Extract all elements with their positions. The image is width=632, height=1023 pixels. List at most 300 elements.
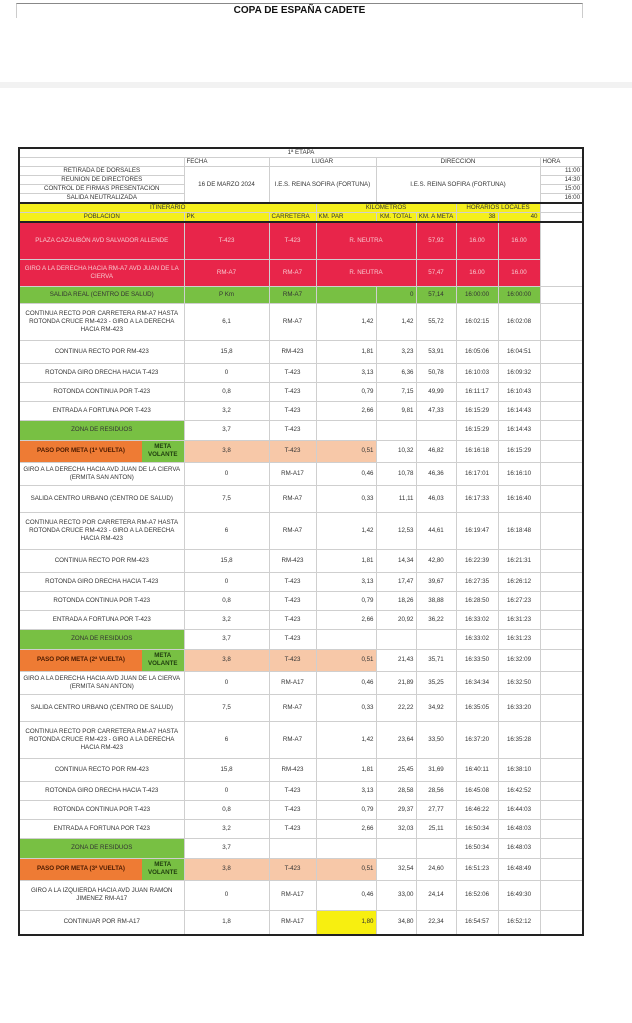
time-38-cell: 16:35:05	[456, 694, 498, 721]
time-38-cell: 16:16:18	[456, 440, 498, 462]
pk-cell: 0	[184, 572, 269, 591]
time-40-cell: 16.00	[498, 222, 540, 259]
time-38-cell: 16:00:00	[456, 286, 498, 303]
km-par-cell: 0,33	[316, 694, 376, 721]
time-38-cell: 16:11:17	[456, 382, 498, 401]
km-meta-cell	[416, 838, 456, 858]
time-38-cell: 16:15:29	[456, 420, 498, 440]
carretera-cell: T-423	[269, 363, 316, 382]
poblacion-cell: CONTINUA RECTO POR CARRETERA RM-A7 HASTA ROTONDA CRUCE RM-423 - GIRO A LA DERECHA HACIA RM-423	[19, 303, 184, 340]
poblacion-cell: CONTINUA RECTO POR CARRETERA RM-A7 HASTA ROTONDA CRUCE RM-423 - GIRO A LA DERECHA HACIA RM-423	[19, 512, 184, 549]
carretera-cell: T-423	[269, 800, 316, 819]
time-38-cell: 16:22:39	[456, 549, 498, 572]
itinerary-row-meta	[19, 649, 583, 671]
time-38-cell: 16:46:22	[456, 800, 498, 819]
poblacion-cell: ROTONDA CONTINUA POR T-423	[19, 382, 184, 401]
km-par-cell: 1,42	[316, 303, 376, 340]
time-40-cell: 16:42:52	[498, 781, 540, 800]
km-par-cell: R. NEUTRA	[316, 259, 416, 286]
time-38-cell: 16:33:02	[456, 610, 498, 629]
pk-cell: 0	[184, 363, 269, 382]
pk-cell: 3,8	[184, 440, 269, 462]
poblacion-cell: ROTONDA CONTINUA POR T-423	[19, 800, 184, 819]
meta-cell	[19, 858, 184, 880]
poblacion-cell: GIRO A LA DERECHA HACIA RM-A7 AVD JUAN DE LA CIERVA	[19, 259, 184, 286]
time-40-cell: 16:27:23	[498, 591, 540, 610]
pk-cell: 3,2	[184, 610, 269, 629]
time-38-cell: 16:17:01	[456, 462, 498, 485]
time-40-cell: 16:38:10	[498, 758, 540, 781]
km-meta-cell: 53,91	[416, 340, 456, 363]
time-40-cell: 16:26:12	[498, 572, 540, 591]
time-38-cell: 16:52:06	[456, 880, 498, 910]
km-total-cell: 12,53	[376, 512, 416, 549]
km-par-cell: 0,51	[316, 440, 376, 462]
km-par-cell: 1,81	[316, 340, 376, 363]
km-par-cell: 2,66	[316, 610, 376, 629]
itinerary-row-waste	[19, 420, 583, 440]
km-par-header: KM. PAR	[316, 213, 376, 223]
poblacion-cell: CONTINUA RECTO POR RM-423	[19, 758, 184, 781]
stage-label: 1ª ETAPA	[19, 148, 583, 158]
pk-cell: 0,8	[184, 382, 269, 401]
km-total-cell: 20,92	[376, 610, 416, 629]
time-40-cell: 16:48:49	[498, 858, 540, 880]
itinerary-row-normal	[19, 572, 583, 591]
time-40-cell: 16:18:48	[498, 512, 540, 549]
km-total-cell: 7,15	[376, 382, 416, 401]
carretera-cell: RM-423	[269, 340, 316, 363]
km-meta-cell: 38,88	[416, 591, 456, 610]
time-40-cell: 16:31:23	[498, 610, 540, 629]
km-par-cell: 1,42	[316, 721, 376, 758]
carretera-cell: RM-A17	[269, 671, 316, 694]
pk-cell: 6	[184, 512, 269, 549]
carretera-header: CARRETERA	[269, 213, 316, 223]
time-38-cell: 16:17:33	[456, 485, 498, 512]
km-meta-cell: 47,33	[416, 401, 456, 420]
time-40-cell: 16:52:12	[498, 910, 540, 935]
time-40-cell: 16:48:03	[498, 838, 540, 858]
time-40-cell: 16:49:30	[498, 880, 540, 910]
paso-meta-label: PASO POR META (1ª VUELTA)	[20, 441, 142, 462]
carretera-cell: RM-A17	[269, 910, 316, 935]
km-total-cell	[376, 629, 416, 649]
time-38-cell: 16:10:03	[456, 363, 498, 382]
carretera-cell: T-423	[269, 781, 316, 800]
km-meta-cell: 57,14	[416, 286, 456, 303]
km-meta-cell: 50,78	[416, 363, 456, 382]
km-meta-cell: 33,50	[416, 721, 456, 758]
time-40-cell: 16:16:40	[498, 485, 540, 512]
pk-cell: 3,7	[184, 838, 269, 858]
time-38-cell: 16.00	[456, 222, 498, 259]
itinerary-row-normal	[19, 303, 583, 340]
time-40-cell: 16:10:43	[498, 382, 540, 401]
time-38-cell: 16:27:35	[456, 572, 498, 591]
itinerary-row-neutral	[19, 222, 583, 259]
time-40-cell: 16:14:43	[498, 401, 540, 420]
carretera-cell: T-423	[269, 649, 316, 671]
km-par-cell: 0,33	[316, 485, 376, 512]
itinerary-row-meta	[19, 440, 583, 462]
poblacion-cell: GIRO A LA DERECHA HACIA AVD JUAN DE LA CIERVA (ERMITA SAN ANTON)	[19, 671, 184, 694]
info-event-row	[19, 167, 583, 176]
km-total-cell: 21,89	[376, 671, 416, 694]
km-meta-cell: 46,36	[416, 462, 456, 485]
itinerario-group-header: ITINERARIO	[19, 203, 316, 213]
carretera-cell: T-423	[269, 420, 316, 440]
km-meta-cell	[416, 629, 456, 649]
poblacion-cell: CONTINUAR POR RM-A17	[19, 910, 184, 935]
km-meta-cell: 39,67	[416, 572, 456, 591]
carretera-cell: T-423	[269, 401, 316, 420]
km-total-cell: 10,32	[376, 440, 416, 462]
itinerary-row-normal	[19, 485, 583, 512]
km-par-cell: 0,46	[316, 462, 376, 485]
direccion-value: I.E.S. REINA SOFIRA (FORTUNA)	[376, 167, 540, 204]
poblacion-cell: CONTINUA RECTO POR RM-423	[19, 549, 184, 572]
carretera-cell: T-423	[269, 858, 316, 880]
km-total-cell: 9,81	[376, 401, 416, 420]
time-38-cell: 16:19:47	[456, 512, 498, 549]
poblacion-cell: SALIDA REAL (CENTRO DE SALUD)	[19, 286, 184, 303]
event-label: CONTROL DE FIRMAS PRESENTACIÓN	[19, 185, 184, 194]
poblacion-cell: ROTONDA GIRO DRECHA HACIA T-423	[19, 572, 184, 591]
pk-cell: 6	[184, 721, 269, 758]
time-38-cell: 16:28:50	[456, 591, 498, 610]
km-total-cell: 10,78	[376, 462, 416, 485]
meta-volante-badge: META VOLANTE	[142, 650, 184, 671]
km-par-cell: 0,46	[316, 880, 376, 910]
time-38-cell: 16:05:06	[456, 340, 498, 363]
carretera-cell: RM-423	[269, 549, 316, 572]
pk-header: PK	[184, 213, 269, 223]
km-meta-cell: 42,80	[416, 549, 456, 572]
km-par-cell: 0,79	[316, 591, 376, 610]
direccion-header: DIRECCIÓN	[376, 158, 540, 167]
event-label: RETIRADA DE DORSALES	[19, 167, 184, 176]
speed-40-header: 40	[498, 213, 540, 223]
pk-cell: 3,8	[184, 858, 269, 880]
horarios-group-header: HORARIOS LOCALES	[456, 203, 540, 213]
meta-cell	[19, 440, 184, 462]
itinerary-row-waste	[19, 629, 583, 649]
pk-cell: RM-A7	[184, 259, 269, 286]
km-meta-cell: 57,92	[416, 222, 456, 259]
itinerary-row-normal	[19, 800, 583, 819]
km-par-cell: R. NEUTRA	[316, 222, 416, 259]
km-par-cell: 1,42	[316, 512, 376, 549]
poblacion-cell: CONTINUA RECTO POR RM-423	[19, 340, 184, 363]
event-hora: 15:00	[540, 185, 583, 194]
carretera-cell: RM-A7	[269, 512, 316, 549]
km-total-cell: 1,42	[376, 303, 416, 340]
time-38-cell: 16:45:08	[456, 781, 498, 800]
pk-cell: 1,8	[184, 910, 269, 935]
fecha-value: 16 DE MARZO 2024	[184, 167, 269, 204]
pk-cell: 3,2	[184, 401, 269, 420]
km-total-cell	[376, 838, 416, 858]
km-meta-cell: 57,47	[416, 259, 456, 286]
km-total-cell: 28,58	[376, 781, 416, 800]
pk-cell: 0	[184, 671, 269, 694]
km-meta-cell: 35,71	[416, 649, 456, 671]
poblacion-cell: ZONA DE RESIDUOS	[19, 629, 184, 649]
pk-cell: 3,7	[184, 629, 269, 649]
itinerary-row-meta	[19, 858, 583, 880]
carretera-cell	[269, 838, 316, 858]
carretera-cell: RM-A7	[269, 485, 316, 512]
time-38-cell: 16:33:02	[456, 629, 498, 649]
time-38-cell: 16:37:20	[456, 721, 498, 758]
poblacion-cell: GIRO A LA DERECHA HACIA AVD JUAN DE LA CIERVA (ERMITA SAN ANTON)	[19, 462, 184, 485]
meta-cell	[19, 649, 184, 671]
km-meta-cell: 46,03	[416, 485, 456, 512]
document-header	[16, 3, 583, 18]
km-par-cell	[316, 420, 376, 440]
time-38-cell: 16:15:29	[456, 401, 498, 420]
lugar-value: I.E.S. REINA SOFIRA (FORTUNA)	[269, 167, 376, 204]
time-40-cell: 16:15:29	[498, 440, 540, 462]
poblacion-cell: ENTRADA A FORTUNA POR T-423	[19, 610, 184, 629]
time-38-cell: 16:50:34	[456, 819, 498, 838]
time-40-cell: 16:35:28	[498, 721, 540, 758]
time-40-cell: 16:31:23	[498, 629, 540, 649]
itinerary-row-highlight	[19, 910, 583, 935]
km-par-cell: 0,46	[316, 671, 376, 694]
event-label: REUNIÓN DE DIRECTORES	[19, 176, 184, 185]
pk-cell: P Km	[184, 286, 269, 303]
carretera-cell: RM-A7	[269, 259, 316, 286]
event-hora: 14:30	[540, 176, 583, 185]
speed-38-header: 38	[456, 213, 498, 223]
itinerary-row-normal	[19, 363, 583, 382]
meta-volante-badge: META VOLANTE	[142, 859, 184, 880]
itinerary-row-neutral	[19, 259, 583, 286]
poblacion-cell: SALIDA CENTRO URBANO (CENTRO DE SALUD)	[19, 485, 184, 512]
stage-itinerary-table	[18, 147, 584, 936]
time-40-cell: 16:14:43	[498, 420, 540, 440]
km-total-cell: 23,64	[376, 721, 416, 758]
km-meta-cell	[416, 420, 456, 440]
km-par-cell: 0,51	[316, 649, 376, 671]
carretera-cell: T-423	[269, 819, 316, 838]
km-total-header: KM. TOTAL	[376, 213, 416, 223]
pk-cell: 0	[184, 781, 269, 800]
poblacion-cell: SALIDA CENTRO URBANO (CENTRO DE SALUD)	[19, 694, 184, 721]
carretera-cell: T-423	[269, 222, 316, 259]
group-header-row	[19, 203, 583, 213]
pk-cell: 7,5	[184, 485, 269, 512]
time-38-cell: 16:33:50	[456, 649, 498, 671]
km-meta-cell: 24,14	[416, 880, 456, 910]
time-38-cell: 16:51:23	[456, 858, 498, 880]
itinerary-row-normal	[19, 721, 583, 758]
time-40-cell: 16:32:09	[498, 649, 540, 671]
poblacion-header: POBLACIÓN	[19, 213, 184, 223]
time-40-cell: 16:16:10	[498, 462, 540, 485]
poblacion-cell: ROTONDA CONTINUA POR T-423	[19, 591, 184, 610]
km-meta-cell: 55,72	[416, 303, 456, 340]
km-par-cell: 1,80	[316, 910, 376, 935]
stage-row	[19, 148, 583, 158]
time-40-cell: 16:32:50	[498, 671, 540, 694]
km-par-cell: 0,79	[316, 382, 376, 401]
km-meta-cell: 36,22	[416, 610, 456, 629]
km-meta-cell: 46,82	[416, 440, 456, 462]
km-par-cell: 3,13	[316, 781, 376, 800]
carretera-cell: RM-A7	[269, 286, 316, 303]
document-title: COPA DE ESPAÑA CADETE	[233, 5, 366, 16]
pk-cell: 0	[184, 462, 269, 485]
km-total-cell	[376, 420, 416, 440]
hora-header: HORA	[540, 158, 583, 167]
carretera-cell: RM-A17	[269, 880, 316, 910]
carretera-cell: RM-423	[269, 758, 316, 781]
km-meta-cell: 27,77	[416, 800, 456, 819]
time-40-cell: 16:00:00	[498, 286, 540, 303]
time-38-cell: 16:02:15	[456, 303, 498, 340]
event-label: SALIDA NEUTRALIZADA	[19, 194, 184, 204]
pk-cell: 15,8	[184, 549, 269, 572]
km-meta-cell: 25,11	[416, 819, 456, 838]
itinerary-row-normal	[19, 549, 583, 572]
km-par-cell: 2,66	[316, 401, 376, 420]
carretera-cell: T-423	[269, 440, 316, 462]
paso-meta-label: PASO POR META (2ª VUELTA)	[20, 650, 142, 671]
km-par-cell	[316, 629, 376, 649]
itinerary-row-normal	[19, 512, 583, 549]
itinerary-row-normal	[19, 781, 583, 800]
km-total-cell: 18,26	[376, 591, 416, 610]
info-header-row	[19, 158, 583, 167]
pk-cell: 15,8	[184, 340, 269, 363]
meta-volante-badge: META VOLANTE	[142, 441, 184, 462]
poblacion-cell: ZONA DE RESIDUOS	[19, 420, 184, 440]
km-total-cell: 34,80	[376, 910, 416, 935]
time-38-cell: 16:40:11	[456, 758, 498, 781]
carretera-cell: T-423	[269, 610, 316, 629]
pk-cell: 15,8	[184, 758, 269, 781]
itinerary-row-normal	[19, 610, 583, 629]
km-meta-cell: 31,69	[416, 758, 456, 781]
lugar-header: LUGAR	[269, 158, 376, 167]
paso-meta-label: PASO POR META (3ª VUELTA)	[20, 859, 142, 880]
poblacion-cell: ENTRADA A FORTUNA POR T423	[19, 819, 184, 838]
poblacion-cell: ROTONDA GIRO DRECHA HACIA T-423	[19, 363, 184, 382]
time-38-cell: 16.00	[456, 259, 498, 286]
itinerary-row-start	[19, 286, 583, 303]
pk-cell: 3,2	[184, 819, 269, 838]
km-total-cell: 32,03	[376, 819, 416, 838]
itinerary-row-normal	[19, 591, 583, 610]
time-38-cell: 16:50:34	[456, 838, 498, 858]
pk-cell: 0,8	[184, 591, 269, 610]
km-total-cell: 0	[376, 286, 416, 303]
pk-cell: 0	[184, 880, 269, 910]
time-40-cell: 16.00	[498, 259, 540, 286]
km-par-cell: 3,13	[316, 363, 376, 382]
kilometros-group-header: KILÓMETROS	[316, 203, 456, 213]
km-total-cell: 11,11	[376, 485, 416, 512]
km-par-cell: 0,79	[316, 800, 376, 819]
km-meta-cell: 49,99	[416, 382, 456, 401]
poblacion-cell: GIRO A LA IZQUIERDA HACIA AVD JUAN RAMON JIMENEZ RM-A17	[19, 880, 184, 910]
itinerary-row-normal	[19, 819, 583, 838]
carretera-cell: RM-A7	[269, 694, 316, 721]
time-40-cell: 16:44:03	[498, 800, 540, 819]
poblacion-cell: PLAZA CAZAUBÓN AVD SALVADOR ALLENDE	[19, 222, 184, 259]
km-par-cell: 1,81	[316, 549, 376, 572]
km-meta-cell: 35,25	[416, 671, 456, 694]
km-total-cell: 14,34	[376, 549, 416, 572]
time-40-cell: 16:02:08	[498, 303, 540, 340]
km-par-cell: 1,81	[316, 758, 376, 781]
km-total-cell: 25,45	[376, 758, 416, 781]
itinerary-row-normal	[19, 340, 583, 363]
time-40-cell: 16:04:51	[498, 340, 540, 363]
itinerary-row-normal	[19, 462, 583, 485]
event-hora: 11:00	[540, 167, 583, 176]
km-meta-cell: 44,61	[416, 512, 456, 549]
pk-cell: 3,8	[184, 649, 269, 671]
pk-cell: 7,5	[184, 694, 269, 721]
fecha-header: FECHA	[184, 158, 269, 167]
carretera-cell: RM-A7	[269, 303, 316, 340]
km-par-cell: 3,13	[316, 572, 376, 591]
km-total-cell: 17,47	[376, 572, 416, 591]
page-separator	[0, 82, 632, 88]
km-total-cell: 6,36	[376, 363, 416, 382]
poblacion-cell: ZONA DE RESIDUOS	[19, 838, 184, 858]
itinerary-row-normal	[19, 671, 583, 694]
km-meta-cell: 34,92	[416, 694, 456, 721]
itinerary-row-waste	[19, 838, 583, 858]
km-meta-cell: 28,56	[416, 781, 456, 800]
km-meta-cell: 22,34	[416, 910, 456, 935]
km-total-cell: 33,00	[376, 880, 416, 910]
time-38-cell: 16:34:34	[456, 671, 498, 694]
time-38-cell: 16:54:57	[456, 910, 498, 935]
itinerary-row-normal	[19, 758, 583, 781]
time-40-cell: 16:09:32	[498, 363, 540, 382]
km-total-cell: 3,23	[376, 340, 416, 363]
carretera-cell: T-423	[269, 591, 316, 610]
itinerary-row-normal	[19, 382, 583, 401]
carretera-cell: RM-A7	[269, 721, 316, 758]
km-par-cell	[316, 286, 376, 303]
km-par-cell: 2,66	[316, 819, 376, 838]
km-par-cell	[316, 838, 376, 858]
km-par-cell: 0,51	[316, 858, 376, 880]
itinerary-row-normal	[19, 401, 583, 420]
time-40-cell: 16:21:31	[498, 549, 540, 572]
km-meta-cell: 24,60	[416, 858, 456, 880]
carretera-cell: T-423	[269, 572, 316, 591]
carretera-cell: T-423	[269, 629, 316, 649]
pk-cell: 6,1	[184, 303, 269, 340]
column-header-row	[19, 213, 583, 223]
poblacion-cell: CONTINUA RECTO POR CARRETERA RM-A7 HASTA ROTONDA CRUCE RM-423 - GIRO A LA DERECHA HACIA RM-423	[19, 721, 184, 758]
km-meta-header: KM. A META	[416, 213, 456, 223]
pk-cell: T-423	[184, 222, 269, 259]
itinerary-row-normal	[19, 694, 583, 721]
carretera-cell: T-423	[269, 382, 316, 401]
pk-cell: 3,7	[184, 420, 269, 440]
poblacion-cell: ENTRADA A FORTUNA POR T-423	[19, 401, 184, 420]
km-total-cell: 21,43	[376, 649, 416, 671]
